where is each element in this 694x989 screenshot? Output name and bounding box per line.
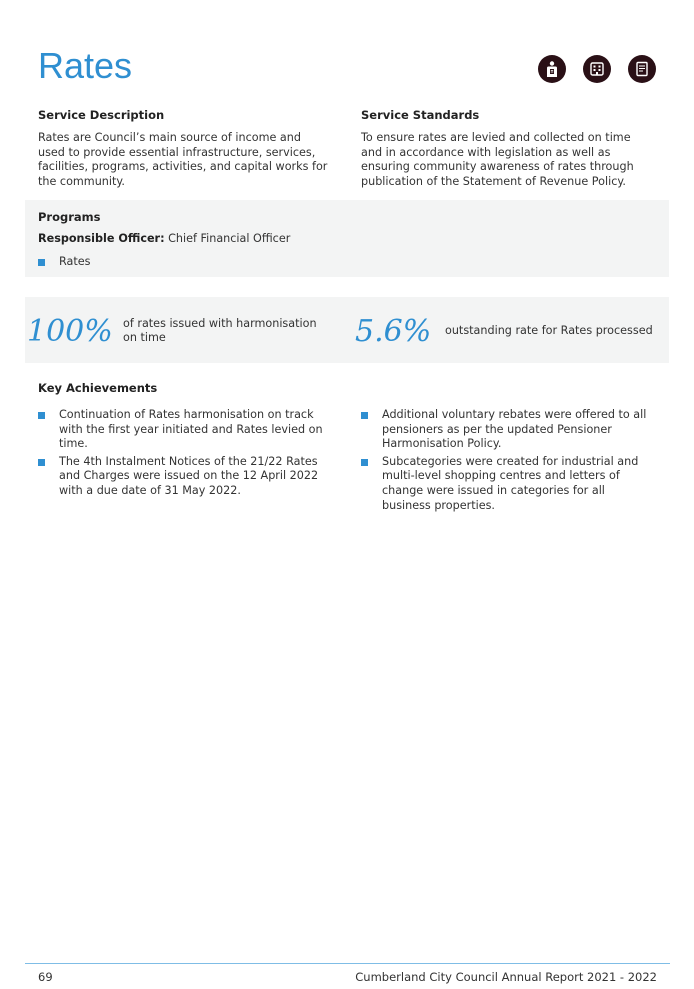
achievement-text: Additional voluntary rebates were offered to all pensioners as per the updated Pensioner Harmonisation Policy. [382, 408, 647, 451]
list-item [361, 408, 651, 452]
footer-divider [25, 963, 670, 964]
building-icon [583, 55, 611, 83]
programs-list [38, 255, 90, 273]
list-item [38, 408, 330, 452]
bullet-icon [361, 459, 368, 466]
header-icons [538, 55, 656, 83]
page-number: 69 [38, 970, 53, 984]
achievement-text: Subcategories were created for industrial and multi-level shopping centres and letters of change were issued in categories for all business properties. [382, 454, 639, 512]
person-with-document-icon [538, 55, 566, 83]
bullet-icon [38, 412, 45, 419]
service-standards-heading: Service Standards [361, 108, 480, 122]
service-standards-text: To ensure rates are levied and collected on time and in accordance with legislation as well as ensuring community awareness of rates through publication of the Statement of Revenue Policy. [361, 131, 634, 188]
service-description-text: Rates are Council’s main source of income and used to provide essential infrastructure, services, facilities, programs, activities, and capital works for the community. [38, 131, 328, 188]
achievement-text: Continuation of Rates harmonisation on track with the first year initiated and Rates levied on time. [59, 408, 323, 451]
bullet-icon [38, 459, 45, 466]
programs-heading: Programs [38, 210, 101, 224]
program-item-label: Rates [59, 255, 91, 268]
stat-label: outstanding rate for Rates processed [445, 324, 653, 337]
responsible-officer-value: Chief Financial Officer [168, 232, 291, 245]
stat-value: 5.6% [355, 314, 432, 349]
responsible-officer-label: Responsible Officer: [38, 232, 165, 245]
achievements-list-left [38, 408, 330, 502]
report-title: Cumberland City Council Annual Report 2021 - 2022 [355, 970, 657, 984]
page-title: Rates [38, 45, 133, 86]
list-item [38, 455, 330, 499]
responsible-officer [38, 232, 290, 245]
achievements-list-right [361, 408, 651, 516]
bullet-icon [38, 259, 45, 266]
service-description-heading: Service Description [38, 108, 165, 122]
stat-value: 100% [27, 314, 113, 349]
stats-panel [25, 297, 669, 363]
list-item [38, 255, 90, 270]
document-icon [628, 55, 656, 83]
programs-panel [25, 200, 669, 277]
key-achievements-heading: Key Achievements [38, 381, 158, 395]
bullet-icon [361, 412, 368, 419]
list-item [361, 455, 651, 513]
achievement-text: The 4th Instalment Notices of the 21/22 Rates and Charges were issued on the 12 April 2022 with a due date of 31 May 2022. [59, 454, 319, 497]
stat-label: of rates issued with harmonisation on time [123, 317, 317, 344]
